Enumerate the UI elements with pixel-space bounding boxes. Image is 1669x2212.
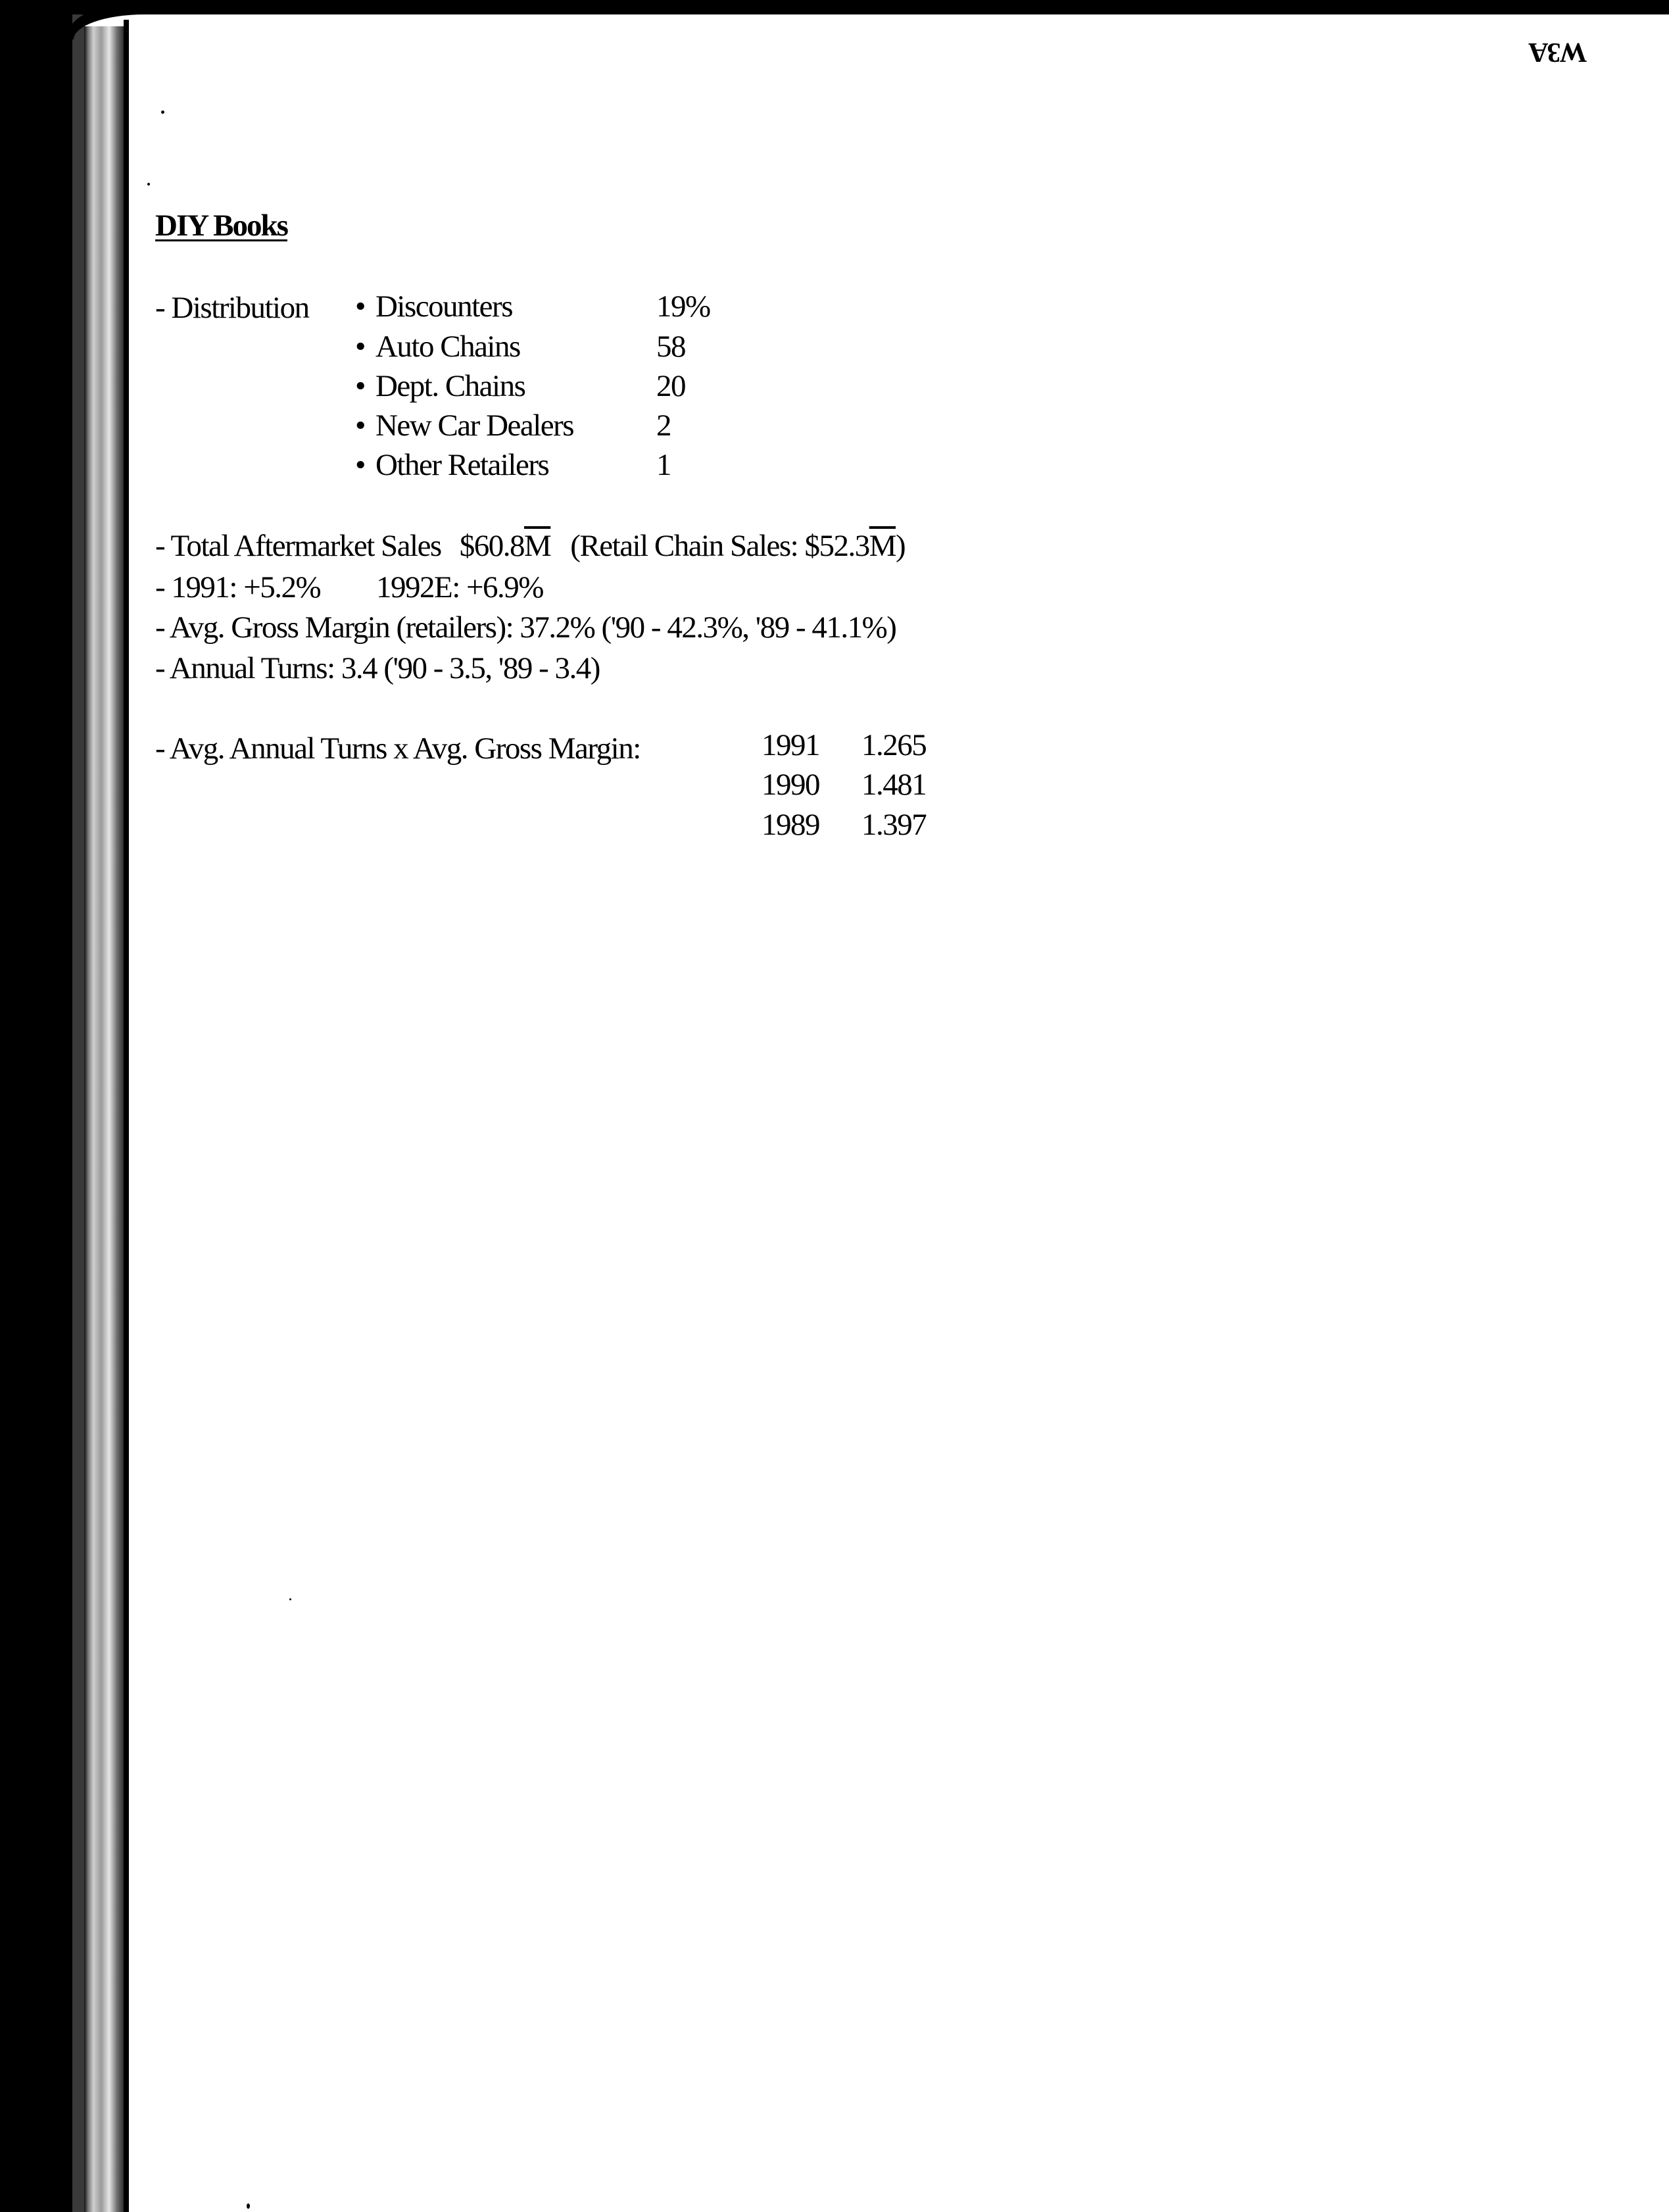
distribution-value: 2 (656, 408, 671, 443)
total-sales-value: $60.8 (459, 529, 524, 563)
distribution-channel: • Discounters (355, 291, 512, 322)
total-sales-line (155, 531, 905, 562)
retail-chain-unit: $\overline{M}$ (869, 529, 896, 563)
turns-margin-value: 1.481 (861, 768, 927, 802)
scan-speck (289, 1598, 291, 1600)
total-sales-label: - Total Aftermarket Sales (155, 529, 441, 563)
page-edge-texture (84, 26, 125, 2212)
growth-1991: - 1991: +5.2% (155, 570, 321, 604)
turns-margin-value: 1.265 (861, 728, 927, 762)
annual-turns-line: - Annual Turns: 3.4 ('90 - 3.5, '89 - 3.4) (155, 651, 600, 685)
turns-margin-year: 1990 (762, 768, 819, 802)
distribution-value: 19% (656, 289, 710, 324)
distribution-channel: • Other Retailers (355, 450, 548, 481)
scan-speck (147, 183, 150, 185)
binding-shadow (0, 0, 72, 2212)
page-title: DIY Books (155, 209, 287, 243)
binding-line (124, 20, 129, 2212)
distribution-label: - Distribution (155, 291, 309, 325)
distribution-value: 1 (656, 448, 671, 482)
retail-chain-close: ) (896, 529, 906, 563)
binding-edge (72, 0, 84, 2212)
corner-mark: W3A (1530, 37, 1587, 67)
gross-margin-line: - Avg. Gross Margin (retailers): 37.2% ('90 - 42.3%, '89 - 41.1%) (155, 610, 896, 645)
scan-speck (247, 2203, 250, 2209)
total-sales-unit: $\overline{M}$ (523, 529, 551, 563)
turns-margin-label: - Avg. Annual Turns x Avg. Gross Margin: (155, 731, 641, 766)
retail-chain-sales: (Retail Chain Sales: $52.3 (570, 529, 869, 563)
turns-margin-year: 1989 (762, 808, 819, 842)
distribution-channel: • Auto Chains (355, 332, 520, 362)
turns-margin-year: 1991 (762, 728, 819, 762)
growth-1992: 1992E: +6.9% (376, 570, 543, 604)
distribution-channel: • Dept. Chains (355, 371, 525, 402)
distribution-value: 20 (656, 369, 685, 403)
distribution-channel: • New Car Dealers (355, 410, 573, 441)
turns-margin-value: 1.397 (861, 808, 927, 842)
page-corner-curve (66, 0, 1669, 39)
scan-speck (161, 111, 164, 114)
distribution-value: 58 (656, 330, 685, 364)
